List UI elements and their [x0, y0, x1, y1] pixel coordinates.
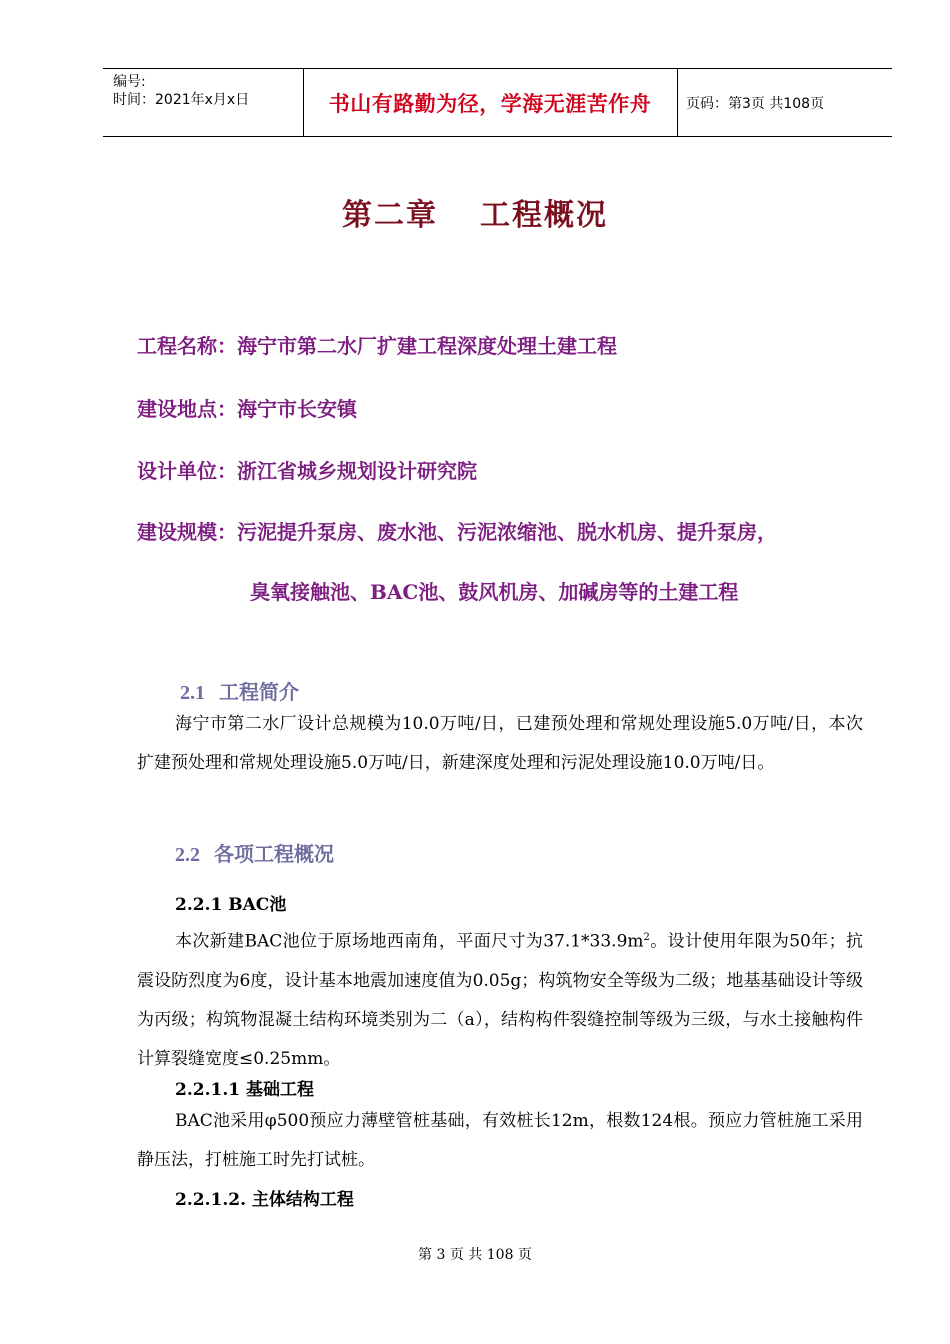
section-2-2-1-heading: 2.2.1 BAC池: [175, 895, 287, 915]
header-meta: [103, 69, 304, 136]
section-2-2-1-text-b: 。设计使用年限为50年；抗震设防烈度为6度，设计基本地震加速度值为0.05g；构筑物安全等级为二级；地基基础设计等级为丙级；构筑物混凝土结构环境类别为二（a），结构构件裂缝控制等级为三级，与水土接触构件计算裂缝宽度≤0.25mm。: [137, 931, 863, 1069]
section-2-1-title: 工程简介: [219, 680, 299, 704]
section-2-2-1-paragraph: [137, 918, 863, 1079]
section-2-1-number: 2.1: [180, 682, 205, 704]
section-2-2-number: 2.2: [175, 844, 200, 866]
project-designer: 设计单位：浙江省城乡规划设计研究院: [137, 459, 477, 483]
header-motto: 书山有路勤为径，学海无涯苦作舟: [303, 69, 678, 136]
project-name: 工程名称：海宁市第二水厂扩建工程深度处理土建工程: [137, 334, 617, 358]
project-scale-line-2: 臭氧接触池、BAC池、鼓风机房、加碱房等的土建工程: [250, 580, 739, 604]
chapter-name: 工程概况: [480, 198, 608, 233]
section-2-2-1-text-a: 本次新建BAC池位于原场地西南角，平面尺寸为37.1*33.9m: [175, 931, 644, 952]
chapter-number: 第二章: [342, 198, 438, 233]
project-scale-line-1: 建设规模：污泥提升泵房、废水池、污泥浓缩池、脱水机房、提升泵房，: [137, 520, 777, 544]
section-2-2-1-1-heading: 2.2.1.1 基础工程: [175, 1080, 314, 1100]
section-2-2-title: 各项工程概况: [214, 842, 334, 866]
project-location: 建设地点：海宁市长安镇: [137, 397, 357, 421]
chapter-title: [0, 190, 950, 234]
section-2-2-1-1-paragraph: BAC池采用φ500预应力薄壁管桩基础，有效桩长12m，根数124根。预应力管桩施工采用静压法，打桩施工时先打试桩。: [137, 1111, 863, 1170]
page-header: [103, 68, 892, 137]
section-2-2-1-sup: 2: [643, 932, 650, 943]
page-footer: 第 3 页 共 108 页: [418, 1247, 532, 1263]
header-number-label: 编号:: [113, 74, 146, 90]
header-page-label: 页码：第3页 共108页: [686, 95, 825, 112]
section-2-2-heading: [175, 838, 334, 867]
section-2-1-paragraph: 海宁市第二水厂设计总规模为10.0万吨/日，已建预处理和常规处理设施5.0万吨/日，本次扩建预处理和常规处理设施5.0万吨/日，新建深度处理和污泥处理设施10.0万吨/日。: [137, 714, 863, 773]
header-date-label: 时间：2021年x月x日: [113, 92, 250, 108]
section-2-1-heading: [180, 676, 299, 705]
section-2-2-1-2-heading: 2.2.1.2. 主体结构工程: [175, 1190, 354, 1210]
